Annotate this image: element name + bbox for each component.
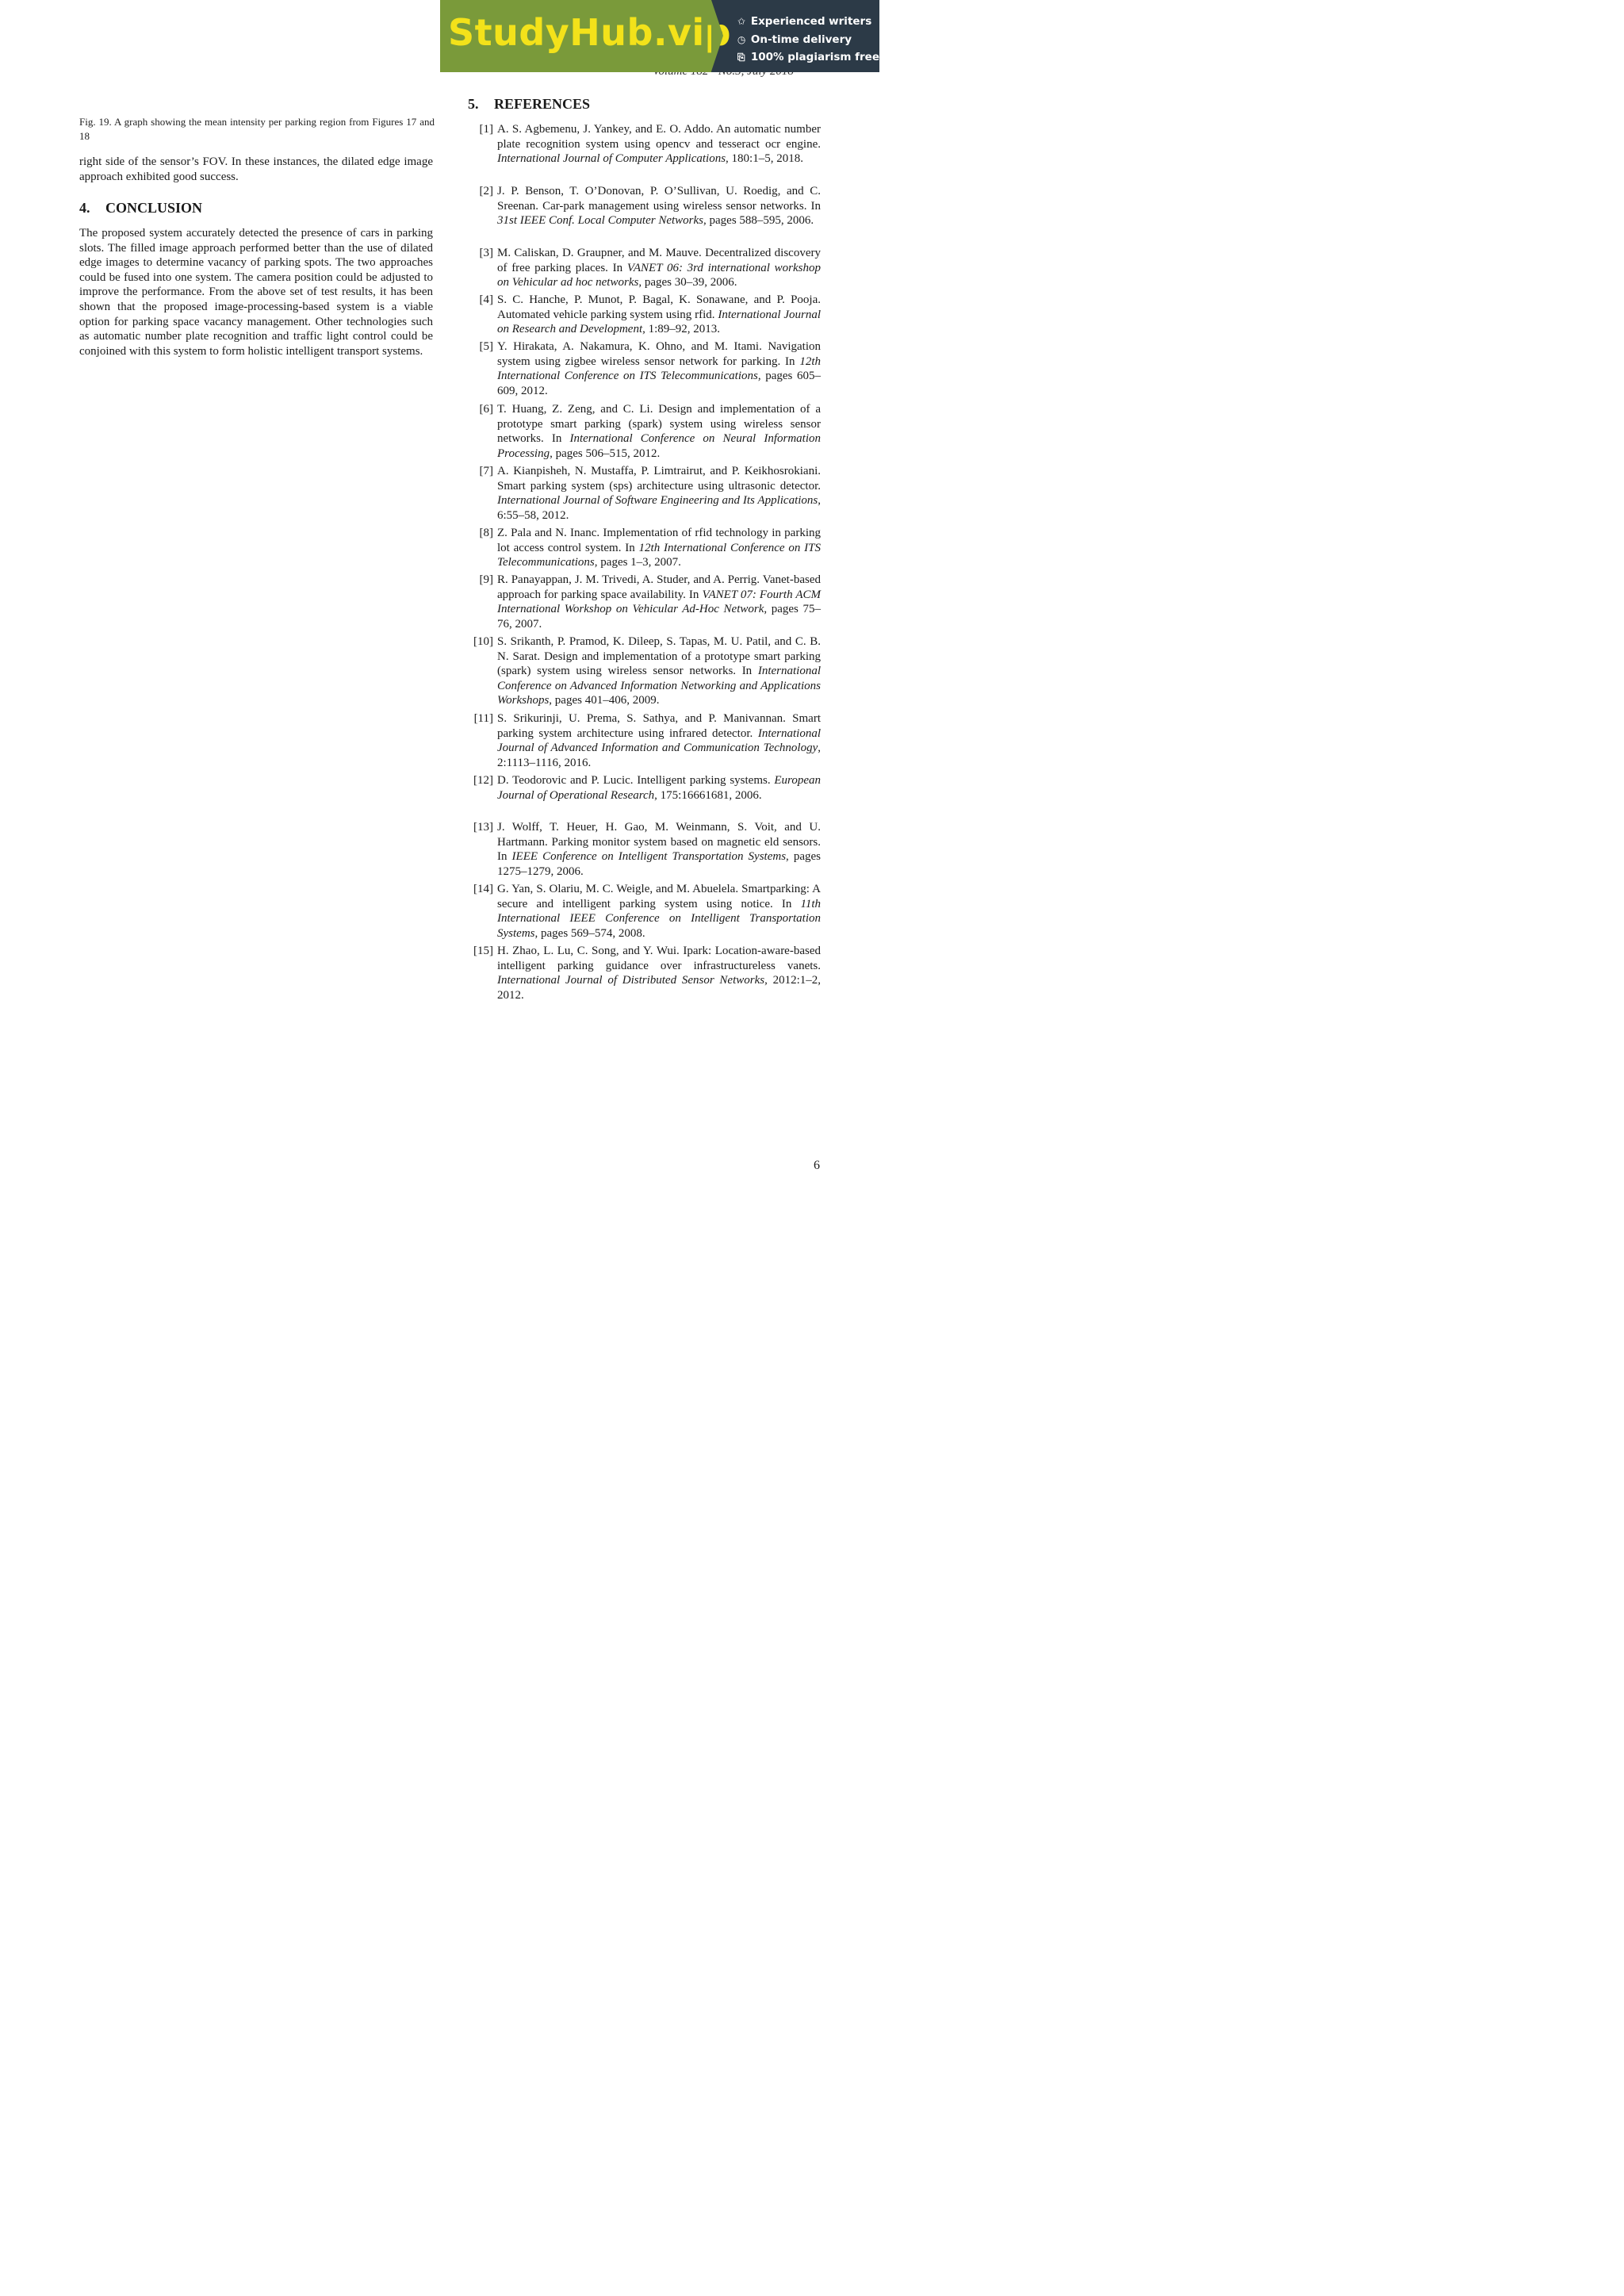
reference-text: S. C. Hanche, P. Munot, P. Bagal, K. Sonawane, and P. Pooja. Automated vehicle parking system using rfid. International Journal on Research and Development, 1:89–92, 2013.	[497, 293, 821, 336]
banner-feature-plagiarism	[737, 48, 879, 67]
reference-number: [14]	[473, 883, 493, 895]
reference-item	[468, 184, 821, 228]
banner-arrow-shape	[711, 0, 723, 71]
reference-number: [15]	[473, 945, 493, 957]
reference-item	[468, 526, 821, 570]
figure-caption: Fig. 19. A graph showing the mean intensity per parking region from Figures 17 and 18	[79, 116, 435, 142]
conclusion-body: The proposed system accurately detected the presence of cars in parking slots. The filled image approach performed better than the use of dilated edge images to determine vacancy of parking spots. The two approaches could be fused into one system. The camera position could be adjusted to improve the performance. From the above set of test results, it has been shown that the proposed image-processing-based system is a viable option for parking space vacancy management. Other technologies such as automatic number plate recognition and traffic light control could be conjoined with this system to form holistic intelligent transport systems.	[79, 227, 433, 358]
reference-number: [1]	[479, 123, 493, 136]
reference-item	[468, 339, 821, 398]
reference-text: J. Wolff, T. Heuer, H. Gao, M. Weinmann, S. Voit, and U. Hartmann. Parking monitor system based on magnetic eld sensors. In IEEE Conference on Intelligent Transportation Systems, pages 1275–1279, 2006.	[497, 821, 822, 878]
section-number: 4.	[79, 200, 90, 216]
reference-number: [3]	[479, 247, 493, 259]
reference-text: Z. Pala and N. Inanc. Implementation of rfid technology in parking lot access control system. In 12th International Conference on ITS Telecommunications, pages 1–3, 2007.	[497, 527, 821, 569]
star-icon: ✩	[737, 16, 745, 28]
banner-feature-delivery	[737, 31, 879, 49]
banner-feature-label: 100% plagiarism free	[750, 51, 879, 64]
reference-item	[468, 464, 821, 523]
reference-text: G. Yan, S. Olariu, M. C. Weigle, and M. Abuelela. Smartparking: A secure and intelligent parking system using notice. In 11th International IEEE Conference on Intelligent Transportation Systems, pages 569–574, 2008.	[497, 883, 821, 940]
reference-item	[468, 882, 821, 941]
reference-text: A. S. Agbemenu, J. Yankey, and E. O. Addo. An automatic number plate recognition system using opencv and tesseract ocr engine. International Journal of Computer Applications, 180:1–5, 2018.	[497, 123, 821, 166]
banner-logo-panel[interactable]	[440, 0, 732, 72]
section-heading-references	[468, 97, 821, 112]
banner-feature-label: On-time delivery	[750, 33, 852, 46]
reference-item	[468, 246, 821, 290]
reference-text: D. Teodorovic and P. Lucic. Intelligent parking systems. European Journal of Operational Research, 175:16661681, 2006.	[497, 774, 821, 802]
reference-item	[468, 573, 821, 631]
banner-feature-writers	[737, 13, 879, 31]
reference-text: A. Kianpisheh, N. Mustaffa, P. Limtrairut, and P. Keikhosrokiani. Smart parking system (sps) architecture using ultrasonic detector. International Journal of Software Engineering and Its Applications, 6:55–58, 2012.	[497, 465, 821, 522]
reference-item	[468, 402, 821, 461]
reference-item	[468, 944, 821, 1002]
reference-number: [4]	[479, 293, 493, 306]
section-heading-conclusion	[79, 201, 433, 216]
reference-text: Y. Hirakata, A. Nakamura, K. Ohno, and M. Itami. Navigation system using zigbee wireless sensor network for parking. In 12th International Conference on ITS Telecommunications, pages 605–609, 2012.	[497, 340, 821, 397]
reference-number: [10]	[473, 635, 493, 648]
reference-text: M. Caliskan, D. Graupner, and M. Mauve. Decentralized discovery of free parking places. In VANET 06: 3rd international workshop on Vehicular ad hoc networks, pages 30–39, 2006.	[497, 247, 821, 289]
reference-text: S. Srikurinji, U. Prema, S. Sathya, and P. Manivannan. Smart parking system architecture using infrared detector. International Journal of Advanced Information and Communication Technology, 2:1113–1116, 2016.	[497, 712, 821, 769]
section-number: 5.	[468, 96, 479, 112]
reference-item	[468, 711, 821, 770]
reference-number: [7]	[479, 465, 493, 477]
reference-text: T. Huang, Z. Zeng, and C. Li. Design and implementation of a prototype smart parking (spark) system using wireless sensor networks. In International Conference on Neural Information Processing, pages 506–515, 2012.	[497, 403, 821, 460]
reference-number: [6]	[479, 403, 493, 416]
reference-text: R. Panayappan, J. M. Trivedi, A. Studer, and A. Perrig. Vanet-based approach for parking space availability. In VANET 07: Fourth ACM International Workshop on Vehicular Ad-Hoc Network, pages 75–76, 2007.	[497, 573, 822, 631]
reference-item	[468, 773, 821, 803]
studyhub-banner[interactable]	[440, 0, 879, 72]
reference-number: [5]	[479, 340, 493, 353]
reference-item	[468, 293, 821, 337]
reference-item	[468, 634, 821, 708]
reference-number: [8]	[479, 527, 493, 539]
reference-item	[468, 122, 821, 167]
clock-icon: ◷	[737, 33, 746, 45]
section-title: REFERENCES	[494, 96, 591, 112]
document-icon: ⎘	[737, 51, 745, 63]
section-title: CONCLUSION	[105, 200, 203, 216]
reference-number: [13]	[473, 821, 493, 834]
banner-feature-label: Experienced writers	[750, 15, 872, 29]
reference-number: [9]	[479, 573, 493, 586]
studyhub-logo[interactable]: StudyHub.vip	[448, 11, 732, 54]
reference-number: [11]	[473, 712, 493, 725]
reference-text: H. Zhao, L. Lu, C. Song, and Y. Wui. Ipark: Location-aware-based intelligent parking guidance over infrastructureless vanets. International Journal of Distributed Sensor Networks, 2012:1–2, 2012.	[497, 945, 821, 1002]
reference-text: S. Srikanth, P. Pramod, K. Dileep, S. Tapas, M. U. Patil, and C. B. N. Sarat. Design and implementation of a prototype smart parking (spark) system using wireless sensor networks. In International Conference on Advanced Information Networking and Applications Workshops, pages 401–406, 2009.	[497, 635, 821, 707]
continued-paragraph: right side of the sensor’s FOV. In these instances, the dilated edge image approach exhibited good success.	[79, 155, 433, 183]
reference-item	[468, 820, 821, 879]
reference-text: J. P. Benson, T. O’Donovan, P. O’Sullivan, U. Roedig, and C. Sreenan. Car-park management using wireless sensor networks. In 31st IEEE Conf. Local Computer Networks, pages 588–595, 2006.	[497, 185, 821, 228]
reference-number: [2]	[479, 185, 493, 197]
page-number: 6	[814, 1159, 820, 1172]
reference-number: [12]	[473, 774, 493, 787]
banner-features	[711, 0, 879, 72]
